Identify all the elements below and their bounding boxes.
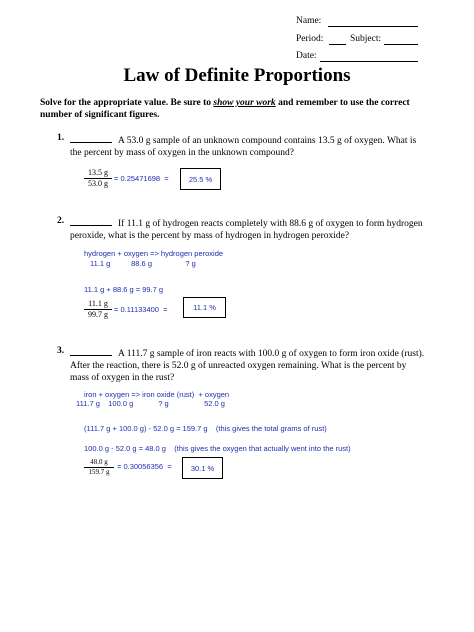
question-3-line1: A 111.7 g sample of iron reacts with 100.0 g of oxygen to form iron oxide (rust). [118, 349, 425, 359]
question-3-masses: 111.7 g 100.0 g ? g 52.0 g [76, 399, 225, 408]
name-field[interactable] [328, 26, 418, 27]
instructions [40, 97, 460, 121]
instructions-part2: and remember to use the correct [275, 98, 410, 108]
question-3-denominator: 159.7 g [84, 467, 114, 477]
question-2-denominator: 99.7 g [84, 309, 112, 320]
question-1-numerator: 13.5 g [88, 168, 108, 177]
question-2-number: 2. [57, 216, 65, 226]
question-3-answer-box: 30.1 % [182, 457, 223, 479]
question-2-answer-blank[interactable] [70, 216, 112, 226]
question-2-reaction: hydrogen + oxygen => hydrogen peroxide [84, 249, 224, 258]
question-3-step1: (111.7 g + 100.0 g) - 52.0 g = 159.7 g (this gives the total grams of rust) [84, 424, 327, 433]
date-field[interactable] [320, 61, 418, 62]
question-3-fraction [84, 458, 114, 477]
question-3-reaction: iron + oxygen => iron oxide (rust) + oxygen [84, 390, 230, 399]
page-title: Law of Definite Proportions [123, 65, 351, 86]
question-1-line1: A 53.0 g sample of an unknown compound contains 13.5 g of oxygen. What is [118, 136, 417, 146]
question-1-calculation: = 0.25471698 = [114, 174, 169, 183]
question-1-number: 1. [57, 133, 65, 143]
period-label: Period: [296, 34, 324, 44]
question-2-text [70, 216, 470, 242]
subject-label: Subject: [350, 34, 382, 44]
name-label: Name: [296, 16, 322, 26]
question-1-text [70, 133, 470, 159]
subject-field[interactable] [384, 44, 418, 45]
question-3-step2: 100.0 g - 52.0 g = 48.0 g (this gives the oxygen that actually went into the rust) [84, 444, 351, 453]
question-3-line3: mass of oxygen in the rust? [70, 373, 175, 383]
question-1-denominator: 53.0 g [84, 178, 112, 189]
question-1-answer-box: 25.5 % [180, 168, 221, 190]
question-3-number: 3. [57, 346, 65, 356]
question-1-fraction [84, 168, 112, 189]
question-3-numerator: 48.0 g [90, 458, 108, 466]
question-2-answer-box: 11.1 % [183, 297, 226, 318]
question-3-line2: After the reaction, there is 52.0 g of unreacted oxygen remaining. What is the percent by [70, 361, 407, 371]
instructions-emphasis: show your work [213, 98, 276, 108]
question-2-sum: 11.1 g + 88.6 g = 99.7 g [84, 285, 164, 294]
instructions-line2: number of significant figures. [40, 110, 160, 120]
question-3-calculation: = 0.30056356 = [117, 462, 172, 471]
question-2-numerator: 11.1 g [88, 299, 108, 308]
question-3-text [70, 346, 470, 384]
question-2-masses: 11.1 g 88.6 g ? g [90, 259, 196, 268]
date-label: Date: [296, 51, 317, 61]
question-1-answer-blank[interactable] [70, 133, 112, 143]
question-2-fraction [84, 299, 112, 320]
question-1-line2: the percent by mass of oxygen in the unknown compound? [70, 148, 294, 158]
question-3-answer-blank[interactable] [70, 346, 112, 356]
instructions-part1: Solve for the appropriate value. Be sure to [40, 98, 214, 108]
question-2-line1: If 11.1 g of hydrogen reacts completely with 88.6 g of oxygen to form hydrogen [118, 219, 423, 229]
question-2-calculation: = 0.11133400 = [114, 305, 168, 314]
period-field[interactable] [329, 44, 346, 45]
question-2-line2: peroxide, what is the percent by mass of hydrogen in hydrogen peroxide? [70, 231, 350, 241]
